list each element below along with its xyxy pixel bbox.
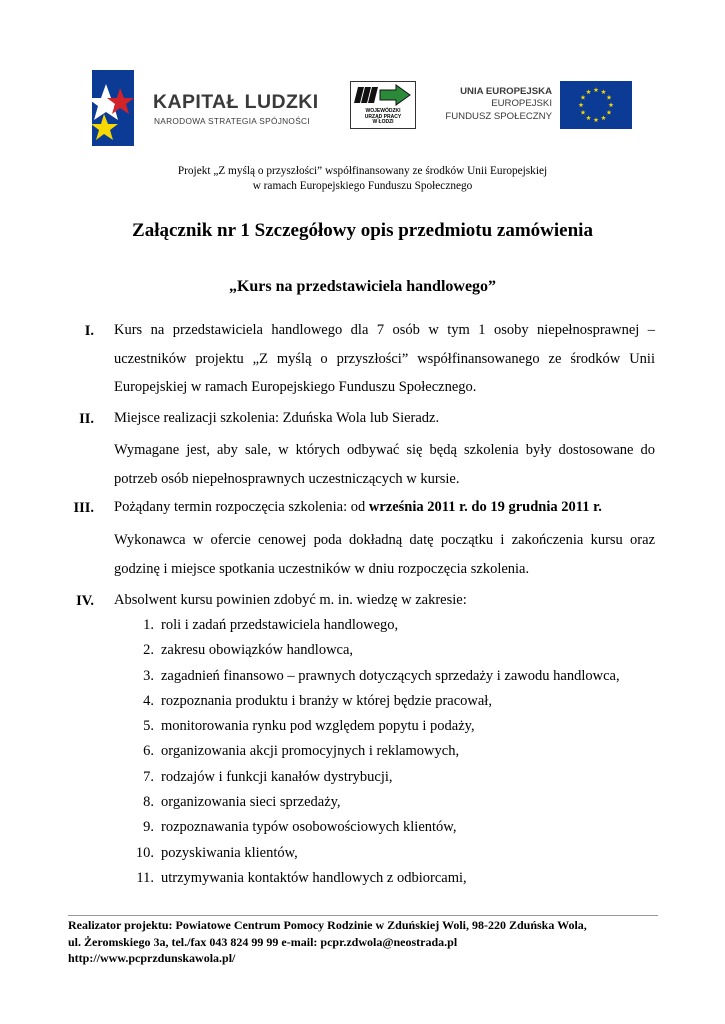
wup-line1: WOJEWÓDZKI	[365, 108, 401, 114]
footer-line-2: ul. Żeromskiego 3a, tel./fax 043 824 99 99 e-mail: pcpr.zdwola@neostrada.pl	[68, 934, 458, 949]
footer-website-link[interactable]: http://www.pcprzdunskawola.pl/	[68, 951, 236, 965]
section-4-intro: Absolwent kursu powinien zdobyć m. in. wiedzę w zakresie:	[114, 592, 467, 608]
section-2-requirement: Wymagane jest, aby sale, w których odbywać się będą szkolenia były dostosowane do potrzeb osób niepełnosprawnych uczestniczących w kursie.	[114, 442, 655, 487]
list-item: 10. pozyskiwania klientów,	[135, 844, 298, 861]
eu-union-label: UNIA EUROPEJSKA	[460, 86, 552, 97]
kapital-ludzki-subtitle: NARODOWA STRATEGIA SPÓJNOŚCI	[154, 116, 310, 126]
footer	[68, 917, 668, 967]
list-item: 5. monitorowania rynku pod względem popytu i podaży,	[143, 718, 475, 735]
eu-fund-line2: FUNDUSZ SPOŁECZNY	[445, 110, 552, 122]
list-item: 6. organizowania akcji promocyjnych i reklamowych,	[143, 743, 460, 760]
wup-line3: W ŁODZI	[372, 119, 394, 126]
section-1-number: I.	[84, 323, 94, 339]
project-info	[0, 164, 725, 194]
project-line-2: w ramach Europejskiego Funduszu Społecznego	[252, 180, 473, 192]
document-title: Załącznik nr 1 Szczegółowy opis przedmiotu zamówienia	[132, 220, 593, 241]
section-3-number: III.	[73, 500, 94, 516]
wup-text	[351, 109, 415, 126]
section-3-term-prefix: Pożądany termin rozpoczęcia szkolenia: od	[114, 499, 369, 515]
eu-flag-icon	[560, 81, 632, 129]
section-4-number: IV.	[76, 593, 94, 609]
list-item: 7. rodzajów i funkcji kanałów dystrybucji,	[143, 768, 393, 785]
footer-divider	[68, 915, 658, 916]
section-2-location: Miejsce realizacji szkolenia: Zduńska Wola lub Sieradz.	[114, 410, 440, 426]
list-item: 11. utrzymywania kontaktów handlowych z odbiorcami,	[136, 869, 467, 886]
list-item: 9. rozpoznawania typów osobowościowych klientów,	[143, 819, 457, 836]
list-item: 4. rozpoznania produktu i branży w której będzie pracował,	[143, 692, 492, 709]
wup-line2: URZĄD PRACY	[364, 113, 402, 120]
eu-fund-line1: EUROPEJSKI	[491, 98, 552, 109]
section-3-term-dates: września 2011 r. do 19 grudnia 2011 r.	[368, 499, 602, 515]
section-2-number: II.	[79, 411, 94, 427]
footer-line-1: Realizator projektu: Powiatowe Centrum Pomocy Rodzinie w Zduńskiej Woli, 98-220 Zduńska Wola,	[68, 918, 587, 932]
document-subtitle: „Kurs na przedstawiciela handlowego”	[228, 278, 497, 295]
section-3-contractor-info: Wykonawca w ofercie cenowej poda dokładną datę początku i zakończenia kursu oraz godzinę i miejsce spotkania uczestników w dniu rozpoczęcia szkolenia.	[114, 532, 655, 577]
eu-fund-text	[440, 86, 552, 123]
section-1-text: Kurs na przedstawiciela handlowego dla 7 osób w tym 1 osoby niepełnosprawnej – uczestników projektu „Z myślą o przyszłości” współfinansowanego ze środków Unii Europejskiej w ramach Europejskiego Funduszu Społecznego.	[114, 322, 655, 395]
project-line-1: Projekt „Z myślą o przyszłości” współfinansowany ze środków Unii Europejskiej	[177, 165, 548, 177]
list-item: 2. zakresu obowiązków handlowca,	[143, 642, 354, 659]
section-3-term	[114, 493, 602, 521]
kapital-ludzki-title: KAPITAŁ LUDZKI	[153, 91, 319, 113]
list-item: 1. roli i zadań przedstawiciela handlowego,	[143, 617, 399, 633]
list-item: 3. zagadnień finansowo – prawnych dotyczących sprzedaży i zawodu handlowca,	[143, 667, 620, 684]
knowledge-list	[130, 613, 620, 891]
list-item: 8. organizowania sieci sprzedaży,	[143, 794, 341, 811]
